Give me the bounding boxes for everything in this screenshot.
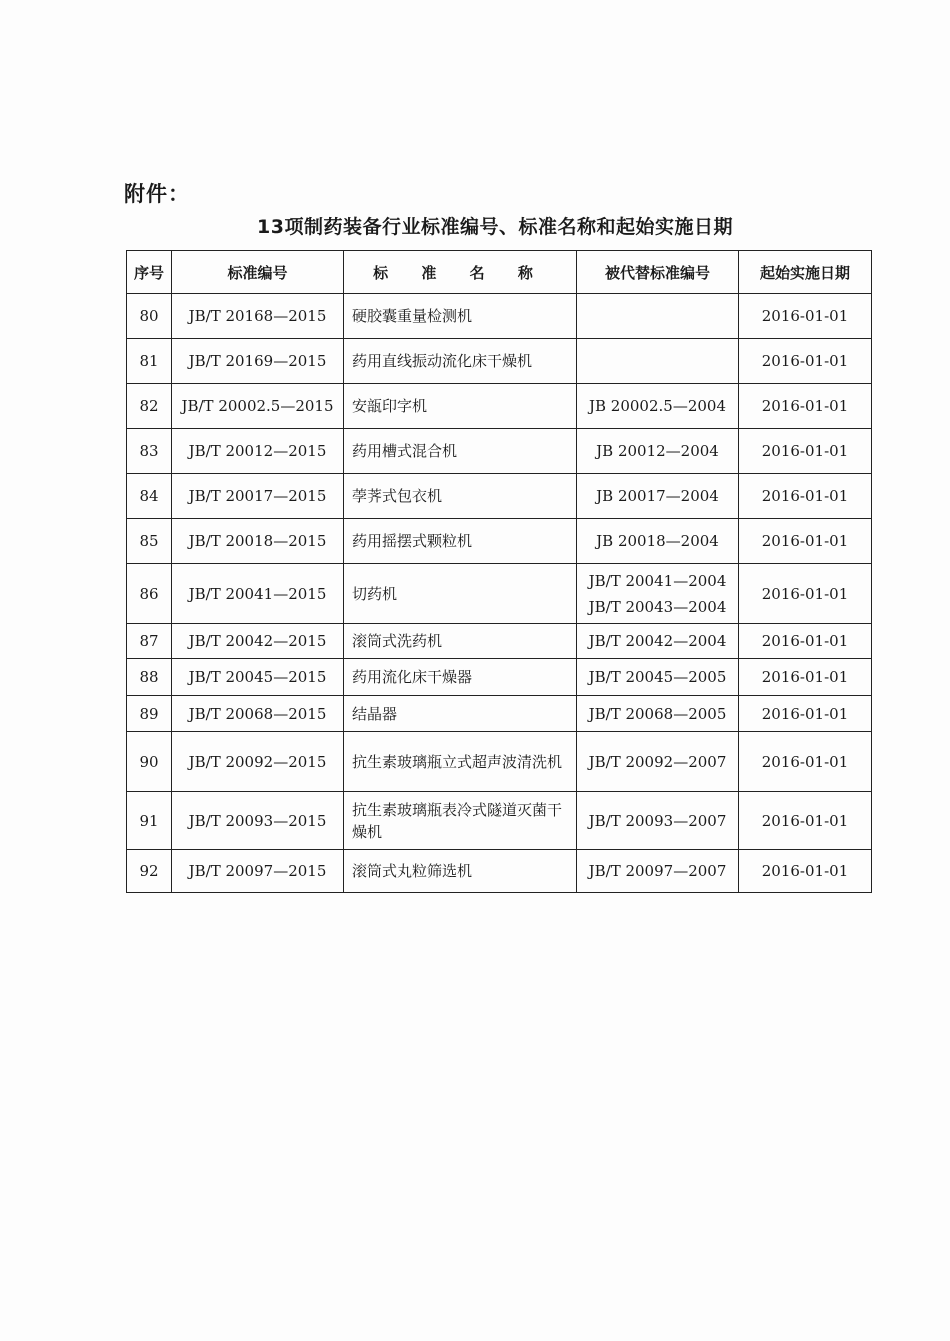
document-title: 13项制药装备行业标准编号、标准名称和起始实施日期 [257, 216, 733, 238]
replaced-code: JB/T 20045—2005 [588, 668, 727, 686]
header-code: 标准编号 [172, 251, 344, 294]
replaced-code: JB/T 20041—2004 [588, 571, 727, 590]
table-header-row [127, 251, 872, 294]
row-seq: 88 [127, 659, 172, 696]
row-standard-name: 结晶器 [344, 696, 577, 732]
row-standard-name: 滚筒式丸粒筛选机 [344, 850, 577, 893]
header-seq: 序号 [127, 251, 172, 294]
table-row [127, 294, 872, 339]
header-replaced: 被代替标准编号 [577, 251, 739, 294]
row-start-date: 2016-01-01 [739, 624, 872, 659]
row-start-date: 2016-01-01 [739, 792, 872, 850]
row-standard-code: JB/T 20017—2015 [172, 474, 344, 519]
replaced-code: JB 20002.5—2004 [588, 397, 726, 415]
row-start-date: 2016-01-01 [739, 294, 872, 339]
row-start-date: 2016-01-01 [739, 339, 872, 384]
row-seq: 87 [127, 624, 172, 659]
row-replaced-codes [577, 659, 739, 696]
row-standard-name: 药用流化床干燥器 [344, 659, 577, 696]
row-standard-code: JB/T 20068—2015 [172, 696, 344, 732]
row-start-date: 2016-01-01 [739, 519, 872, 564]
row-start-date: 2016-01-01 [739, 850, 872, 893]
replaced-code: JB 20012—2004 [596, 442, 719, 460]
row-start-date: 2016-01-01 [739, 474, 872, 519]
table-row [127, 474, 872, 519]
row-replaced-codes [577, 429, 739, 474]
row-standard-name: 切药机 [344, 564, 577, 624]
replaced-code: JB/T 20042—2004 [588, 632, 727, 650]
header-date: 起始实施日期 [739, 251, 872, 294]
row-standard-name: 荸荠式包衣机 [344, 474, 577, 519]
row-seq: 85 [127, 519, 172, 564]
standards-table [126, 250, 872, 893]
replaced-code: JB/T 20093—2007 [588, 811, 727, 830]
table-row [127, 850, 872, 893]
table-row [127, 339, 872, 384]
row-standard-name: 抗生素玻璃瓶表冷式隧道灭菌干燥机 [344, 792, 577, 850]
table-row [127, 429, 872, 474]
row-standard-name: 药用摇摆式颗粒机 [344, 519, 577, 564]
header-name: 标 准 名 称 [344, 251, 577, 294]
replaced-code: JB 20017—2004 [596, 487, 719, 505]
table-body [127, 294, 872, 893]
row-replaced-codes [577, 384, 739, 429]
row-standard-code: JB/T 20092—2015 [172, 732, 344, 792]
row-seq: 80 [127, 294, 172, 339]
row-replaced-codes [577, 732, 739, 792]
row-replaced-codes [577, 474, 739, 519]
row-standard-name: 药用槽式混合机 [344, 429, 577, 474]
row-standard-name: 滚筒式洗药机 [344, 624, 577, 659]
row-replaced-codes [577, 564, 739, 624]
row-standard-name: 抗生素玻璃瓶立式超声波清洗机 [344, 732, 577, 792]
attachment-label: 附件： [124, 182, 190, 206]
row-seq: 84 [127, 474, 172, 519]
row-seq: 90 [127, 732, 172, 792]
replaced-code: JB/T 20092—2007 [588, 752, 727, 771]
row-start-date: 2016-01-01 [739, 429, 872, 474]
row-seq: 86 [127, 564, 172, 624]
row-replaced-codes [577, 624, 739, 659]
replaced-code: JB 20018—2004 [596, 532, 719, 550]
row-replaced-codes [577, 294, 739, 339]
row-standard-code: JB/T 20012—2015 [172, 429, 344, 474]
row-standard-name: 安瓿印字机 [344, 384, 577, 429]
row-standard-name: 药用直线振动流化床干燥机 [344, 339, 577, 384]
row-replaced-codes [577, 696, 739, 732]
table-row [127, 384, 872, 429]
row-standard-code: JB/T 20045—2015 [172, 659, 344, 696]
row-start-date: 2016-01-01 [739, 659, 872, 696]
replaced-code: JB/T 20097—2007 [588, 862, 727, 880]
row-seq: 83 [127, 429, 172, 474]
row-seq: 82 [127, 384, 172, 429]
row-standard-code: JB/T 20097—2015 [172, 850, 344, 893]
row-replaced-codes [577, 850, 739, 893]
table-row [127, 696, 872, 732]
row-standard-code: JB/T 20018—2015 [172, 519, 344, 564]
row-start-date: 2016-01-01 [739, 732, 872, 792]
row-standard-code: JB/T 20041—2015 [172, 564, 344, 624]
table-row [127, 659, 872, 696]
row-standard-code: JB/T 20042—2015 [172, 624, 344, 659]
table-row [127, 519, 872, 564]
row-standard-code: JB/T 20168—2015 [172, 294, 344, 339]
row-start-date: 2016-01-01 [739, 384, 872, 429]
replaced-code: JB/T 20043—2004 [588, 597, 727, 616]
table-row [127, 732, 872, 792]
row-standard-code: JB/T 20093—2015 [172, 792, 344, 850]
row-seq: 91 [127, 792, 172, 850]
replaced-code: JB/T 20068—2005 [588, 704, 727, 723]
row-replaced-codes [577, 519, 739, 564]
row-start-date: 2016-01-01 [739, 696, 872, 732]
row-standard-name: 硬胶囊重量检测机 [344, 294, 577, 339]
row-start-date: 2016-01-01 [739, 564, 872, 624]
row-seq: 92 [127, 850, 172, 893]
row-standard-code: JB/T 20002.5—2015 [172, 384, 344, 429]
row-replaced-codes [577, 792, 739, 850]
table-row [127, 564, 872, 624]
table-row [127, 624, 872, 659]
table-row [127, 792, 872, 850]
row-standard-code: JB/T 20169—2015 [172, 339, 344, 384]
row-replaced-codes [577, 339, 739, 384]
row-seq: 81 [127, 339, 172, 384]
row-seq: 89 [127, 696, 172, 732]
